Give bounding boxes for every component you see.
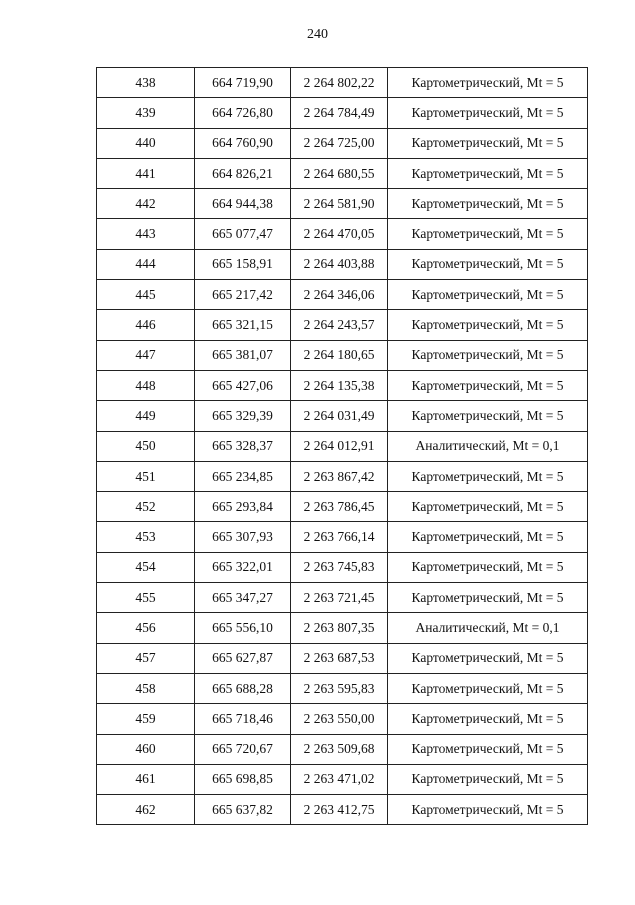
point-number-cell: 453: [97, 522, 195, 552]
point-number-cell: 447: [97, 340, 195, 370]
point-number-cell: 456: [97, 613, 195, 643]
y-coordinate-cell: 2 263 721,45: [291, 583, 388, 613]
method-cell: Картометрический, Mt = 5: [388, 583, 588, 613]
x-coordinate-cell: 665 322,01: [195, 552, 291, 582]
y-coordinate-cell: 2 263 766,14: [291, 522, 388, 552]
point-number-cell: 458: [97, 673, 195, 703]
method-cell: Картометрический, Mt = 5: [388, 189, 588, 219]
method-cell: Картометрический, Mt = 5: [388, 158, 588, 188]
point-number-cell: 446: [97, 310, 195, 340]
method-cell: Картометрический, Mt = 5: [388, 764, 588, 794]
table-row: [97, 219, 588, 249]
x-coordinate-cell: 665 381,07: [195, 340, 291, 370]
coordinates-table-body: [97, 68, 588, 825]
y-coordinate-cell: 2 264 784,49: [291, 98, 388, 128]
x-coordinate-cell: 665 688,28: [195, 673, 291, 703]
point-number-cell: 459: [97, 704, 195, 734]
y-coordinate-cell: 2 264 243,57: [291, 310, 388, 340]
y-coordinate-cell: 2 264 470,05: [291, 219, 388, 249]
method-cell: Картометрический, Mt = 5: [388, 401, 588, 431]
y-coordinate-cell: 2 264 680,55: [291, 158, 388, 188]
table-row: [97, 552, 588, 582]
y-coordinate-cell: 2 264 031,49: [291, 401, 388, 431]
x-coordinate-cell: 665 077,47: [195, 219, 291, 249]
table-row: [97, 583, 588, 613]
point-number-cell: 441: [97, 158, 195, 188]
point-number-cell: 439: [97, 98, 195, 128]
coordinates-table: [96, 67, 588, 825]
x-coordinate-cell: 665 637,82: [195, 795, 291, 825]
method-cell: Картометрический, Mt = 5: [388, 310, 588, 340]
table-row: [97, 643, 588, 673]
x-coordinate-cell: 664 726,80: [195, 98, 291, 128]
y-coordinate-cell: 2 263 412,75: [291, 795, 388, 825]
x-coordinate-cell: 665 698,85: [195, 764, 291, 794]
y-coordinate-cell: 2 263 550,00: [291, 704, 388, 734]
page-number: 240: [307, 27, 328, 42]
x-coordinate-cell: 664 760,90: [195, 128, 291, 158]
table-row: [97, 461, 588, 491]
method-cell: Картометрический, Mt = 5: [388, 643, 588, 673]
y-coordinate-cell: 2 264 802,22: [291, 68, 388, 98]
method-cell: Картометрический, Mt = 5: [388, 461, 588, 491]
x-coordinate-cell: 665 329,39: [195, 401, 291, 431]
y-coordinate-cell: 2 264 725,00: [291, 128, 388, 158]
method-cell: Картометрический, Mt = 5: [388, 98, 588, 128]
point-number-cell: 457: [97, 643, 195, 673]
point-number-cell: 454: [97, 552, 195, 582]
method-cell: Картометрический, Mt = 5: [388, 795, 588, 825]
x-coordinate-cell: 665 293,84: [195, 492, 291, 522]
x-coordinate-cell: 665 217,42: [195, 280, 291, 310]
y-coordinate-cell: 2 263 807,35: [291, 613, 388, 643]
y-coordinate-cell: 2 263 745,83: [291, 552, 388, 582]
method-cell: Картометрический, Mt = 5: [388, 219, 588, 249]
method-cell: Картометрический, Mt = 5: [388, 492, 588, 522]
point-number-cell: 461: [97, 764, 195, 794]
y-coordinate-cell: 2 263 471,02: [291, 764, 388, 794]
point-number-cell: 448: [97, 370, 195, 400]
point-number-cell: 450: [97, 431, 195, 461]
point-number-cell: 444: [97, 249, 195, 279]
y-coordinate-cell: 2 264 581,90: [291, 189, 388, 219]
table-row: [97, 673, 588, 703]
table-row: [97, 340, 588, 370]
table-row: [97, 613, 588, 643]
x-coordinate-cell: 665 234,85: [195, 461, 291, 491]
method-cell: Аналитический, Mt = 0,1: [388, 613, 588, 643]
point-number-cell: 460: [97, 734, 195, 764]
x-coordinate-cell: 664 944,38: [195, 189, 291, 219]
x-coordinate-cell: 665 427,06: [195, 370, 291, 400]
point-number-cell: 438: [97, 68, 195, 98]
method-cell: Картометрический, Mt = 5: [388, 704, 588, 734]
table-row: [97, 734, 588, 764]
x-coordinate-cell: 665 307,93: [195, 522, 291, 552]
y-coordinate-cell: 2 264 403,88: [291, 249, 388, 279]
point-number-cell: 442: [97, 189, 195, 219]
table-row: [97, 158, 588, 188]
method-cell: Картометрический, Mt = 5: [388, 673, 588, 703]
method-cell: Картометрический, Mt = 5: [388, 280, 588, 310]
y-coordinate-cell: 2 263 867,42: [291, 461, 388, 491]
y-coordinate-cell: 2 264 012,91: [291, 431, 388, 461]
y-coordinate-cell: 2 263 786,45: [291, 492, 388, 522]
table-row: [97, 704, 588, 734]
method-cell: Аналитический, Mt = 0,1: [388, 431, 588, 461]
table-row: [97, 68, 588, 98]
y-coordinate-cell: 2 263 595,83: [291, 673, 388, 703]
point-number-cell: 445: [97, 280, 195, 310]
method-cell: Картометрический, Mt = 5: [388, 552, 588, 582]
x-coordinate-cell: 665 718,46: [195, 704, 291, 734]
x-coordinate-cell: 665 321,15: [195, 310, 291, 340]
y-coordinate-cell: 2 264 346,06: [291, 280, 388, 310]
y-coordinate-cell: 2 263 687,53: [291, 643, 388, 673]
table-row: [97, 249, 588, 279]
method-cell: Картометрический, Mt = 5: [388, 68, 588, 98]
table-row: [97, 795, 588, 825]
point-number-cell: 452: [97, 492, 195, 522]
x-coordinate-cell: 665 720,67: [195, 734, 291, 764]
table-row: [97, 492, 588, 522]
table-row: [97, 128, 588, 158]
x-coordinate-cell: 665 328,37: [195, 431, 291, 461]
table-row: [97, 522, 588, 552]
table-row: [97, 401, 588, 431]
point-number-cell: 451: [97, 461, 195, 491]
method-cell: Картометрический, Mt = 5: [388, 249, 588, 279]
table-row: [97, 431, 588, 461]
x-coordinate-cell: 665 158,91: [195, 249, 291, 279]
point-number-cell: 440: [97, 128, 195, 158]
x-coordinate-cell: 664 719,90: [195, 68, 291, 98]
x-coordinate-cell: 664 826,21: [195, 158, 291, 188]
method-cell: Картометрический, Mt = 5: [388, 522, 588, 552]
x-coordinate-cell: 665 627,87: [195, 643, 291, 673]
method-cell: Картометрический, Mt = 5: [388, 370, 588, 400]
point-number-cell: 449: [97, 401, 195, 431]
method-cell: Картометрический, Mt = 5: [388, 340, 588, 370]
table-row: [97, 370, 588, 400]
method-cell: Картометрический, Mt = 5: [388, 734, 588, 764]
table-row: [97, 189, 588, 219]
x-coordinate-cell: 665 556,10: [195, 613, 291, 643]
method-cell: Картометрический, Mt = 5: [388, 128, 588, 158]
table-row: [97, 310, 588, 340]
point-number-cell: 455: [97, 583, 195, 613]
y-coordinate-cell: 2 263 509,68: [291, 734, 388, 764]
y-coordinate-cell: 2 264 180,65: [291, 340, 388, 370]
table-row: [97, 280, 588, 310]
point-number-cell: 462: [97, 795, 195, 825]
table-row: [97, 764, 588, 794]
point-number-cell: 443: [97, 219, 195, 249]
y-coordinate-cell: 2 264 135,38: [291, 370, 388, 400]
x-coordinate-cell: 665 347,27: [195, 583, 291, 613]
table-row: [97, 98, 588, 128]
